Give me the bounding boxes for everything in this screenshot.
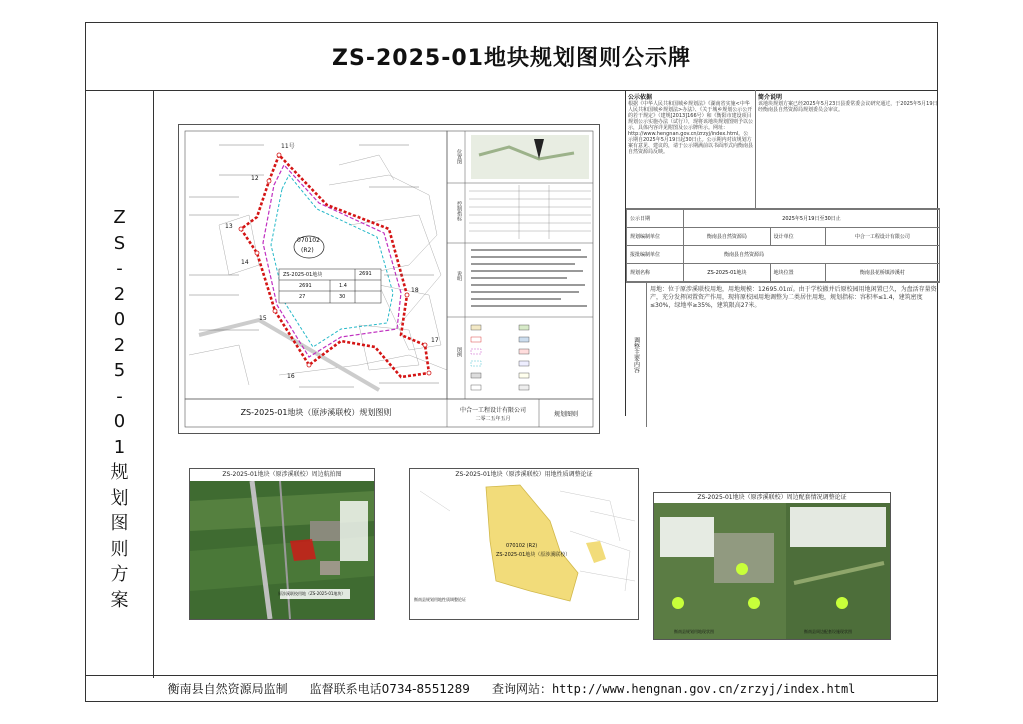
plan-caption: ZS-2025-01地块（原涉溪联校）规划图则	[240, 408, 392, 417]
land-use-note: 衡南县规划用地性质调整论证	[414, 597, 466, 602]
land-use-label: ZS-2025-01地块（原涉溪联校）	[496, 552, 571, 558]
summary-heading: 简介说明	[758, 94, 783, 101]
point-14: 14	[241, 259, 249, 266]
adjust-text: 用地：位于原涉溪联校用地，用地规模：12695.01㎡。由于学校撤并后原校园用地闲置已久，为盘活存量资产，充分发挥闲置资产作用，现将原校园用地调整为二类居住用地，规划指标：容积率≤1.4，建筑密度≤30%，绿地率≥35%，建筑限高27米。	[650, 286, 937, 309]
land-use-thumbnail	[409, 468, 639, 620]
footer-website[interactable]: 查询网站：http://www.hengnan.gov.cn/zrzyj/index.html	[491, 682, 856, 696]
point-16: 16	[287, 373, 295, 380]
side-title-char: 案	[110, 589, 129, 611]
land-use-title: ZS-2025-01地块（原涉溪联校）用地性质调整论证	[455, 471, 593, 478]
footer-phone: 监督联系电话0734-8551289	[309, 682, 470, 696]
board-title: ZS-2025-01地块规划图则公示牌	[86, 23, 937, 91]
adjust-heading: 调整主要内容	[626, 283, 647, 427]
side-label-location: 位置图	[456, 149, 462, 164]
side-title	[86, 205, 153, 613]
surroundings-thumbnail	[653, 492, 891, 640]
block-value-4: 27	[299, 294, 306, 300]
point-17: 17	[431, 337, 439, 344]
aerial-title: ZS-2025-01地块（原涉溪联校）周边航拍图	[222, 471, 342, 478]
plan-drawing-map	[179, 125, 599, 433]
point-18: 18	[411, 287, 419, 294]
parcel-code: (R2)	[301, 247, 314, 254]
aerial-image	[190, 481, 374, 619]
block-value-2: 1.4	[339, 283, 347, 289]
side-title-char: 图	[110, 513, 129, 534]
table-row	[627, 228, 940, 246]
main-content	[153, 90, 937, 678]
side-title-char: 0	[113, 309, 126, 330]
table-cell: 2025年5月19日至30日止	[684, 210, 940, 228]
notice-text: 根据《中华人民共和国城乡规划法》《湖南省实施<中华人民共和国城乡规划法>办法》、《关于城乡规划公示公开的若干规定》（建规[2013]166号）和《衡阳市建设项目规划公示实施办法（试行）》，现将该地块规划图则予以公示，具体内容详见附图及公示牌所示。网址：http://www.hengnan.gov.cn/zrzyj/index.html。公示期自2025年5月19日起30日止。公示期内对该规划方案有意见、建议的，请于公示期满前以书面形式向衡南县自然资源局反映。	[628, 101, 754, 155]
block-value-3: 30	[339, 294, 346, 300]
block-value-1: 2691	[359, 271, 372, 277]
side-title-char: 规	[110, 462, 129, 483]
side-label-legend: 图例	[456, 347, 462, 357]
table-cell: 公示日期	[627, 210, 684, 228]
table-cell: 衡南县花桥镇涉溪村	[825, 264, 939, 282]
table-cell: 规划编制单位	[627, 228, 684, 246]
side-title-column	[86, 90, 154, 678]
side-title-char: -	[116, 258, 123, 279]
side-title-char: S	[113, 232, 126, 254]
surroundings-caption-right: 衡南县周边配套设施现状图	[804, 629, 852, 634]
point-12: 12	[251, 175, 259, 182]
side-title-char: 0	[113, 411, 126, 432]
block-header: ZS-2025-01地块	[283, 272, 323, 278]
table-cell: 设计单位	[770, 228, 825, 246]
table-cell: 规划名称	[627, 264, 684, 282]
plan-date: 二零二五年五月	[475, 416, 511, 422]
aerial-legend: 原涉溪联校用地（ZS-2025-01地块）	[278, 591, 346, 596]
aerial-thumbnail	[189, 468, 375, 620]
footer-supervisor: 衡南县自然资源局监制	[167, 682, 288, 696]
side-title-char: 2	[113, 283, 126, 305]
table-cell: 报批编制单位	[627, 246, 684, 264]
surroundings-title: ZS-2025-01地块（原涉溪联校）周边配套情况调整论证	[697, 494, 847, 501]
plan-drawing-sheet	[178, 124, 600, 434]
side-label-notes: 说明	[456, 271, 462, 281]
notice-board	[85, 22, 938, 702]
table-cell: 中合一工程设计有限公司	[825, 228, 939, 246]
parcel-id: 070102	[297, 237, 320, 244]
point-11: 11号	[281, 143, 295, 150]
table-row	[627, 210, 940, 228]
point-15: 15	[259, 315, 267, 322]
surroundings-caption-left: 衡南县规划用地现状图	[674, 629, 714, 634]
footer	[86, 675, 937, 701]
side-title-char: 1	[113, 436, 126, 458]
side-title-char: 方	[110, 564, 129, 585]
block-value-5: 2691	[299, 283, 312, 289]
side-title-char: Z	[113, 207, 126, 228]
side-title-char: -	[116, 385, 123, 407]
summary-text: 该地块规划方案已经2025年5月23日县委常委会议研究通过，于2025年5月19日经衡南县自然资源局规划委员会审议。	[758, 101, 938, 113]
land-use-parcel: 070102 (R2)	[506, 543, 538, 549]
side-label-indicators: 控制指标	[456, 201, 462, 221]
side-title-char: 则	[110, 538, 129, 560]
side-title-char: 2	[113, 334, 126, 356]
info-panel	[625, 90, 940, 416]
table-cell: ZS-2025-01地块	[684, 264, 771, 282]
side-title-char: 划	[110, 487, 129, 509]
table-row	[627, 264, 940, 282]
table-cell: 地块位置	[770, 264, 825, 282]
notice-heading: 公示依据	[628, 94, 653, 101]
point-13: 13	[225, 223, 233, 230]
side-title-char: 5	[113, 360, 126, 381]
surroundings-map	[654, 503, 890, 639]
table-cell: 衡南县自然资源局	[684, 228, 771, 246]
plan-label: 规划图则	[553, 411, 578, 418]
info-table	[626, 209, 940, 282]
table-row	[627, 246, 940, 264]
table-cell: 衡南县自然资源局	[684, 246, 940, 264]
plan-company: 中合一工程设计有限公司	[459, 407, 526, 414]
